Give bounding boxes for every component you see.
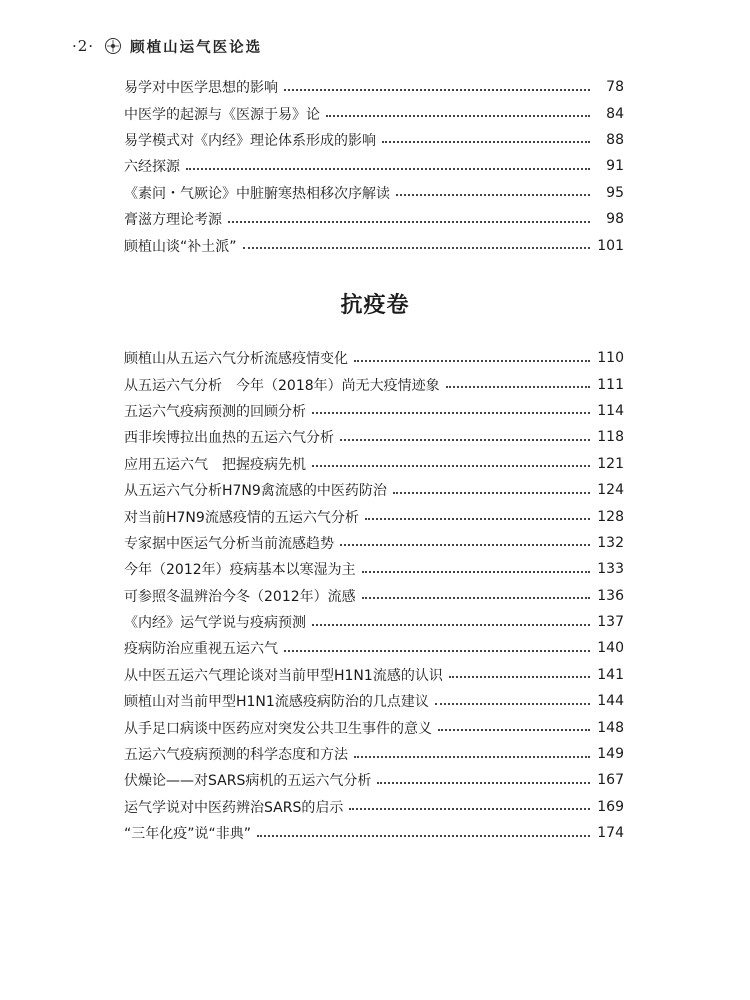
dot-leader <box>326 114 590 117</box>
toc-entry-title: 从五运六气分析 今年（2018年）尚无大疫情迹象 <box>124 377 440 394</box>
toc-entry-page: 114 <box>597 402 624 419</box>
toc-entry <box>124 530 624 556</box>
dot-leader <box>377 781 590 784</box>
dot-leader <box>362 596 590 599</box>
toc-entry <box>124 206 624 232</box>
dot-leader <box>243 246 590 249</box>
toc-entry-page: 149 <box>597 746 624 763</box>
toc-entry-page: 136 <box>597 587 624 604</box>
toc-entry-page: 133 <box>597 561 624 578</box>
toc-entry-page: 110 <box>597 350 624 367</box>
toc-entry <box>124 635 624 661</box>
toc-entry <box>124 583 624 609</box>
toc-entry-page: 174 <box>597 825 624 842</box>
toc-entry-title: 《素问・气厥论》中脏腑寒热相移次序解读 <box>124 185 390 202</box>
toc-entry-page: 84 <box>606 105 624 122</box>
toc-entry-title: 疫病防治应重视五运六气 <box>124 641 278 658</box>
toc-list-part1 <box>124 74 624 259</box>
toc-entry-title: 易学模式对《内经》理论体系形成的影响 <box>124 132 376 149</box>
toc-entry-title: 顾植山谈“补土派” <box>124 238 237 255</box>
toc-entry <box>124 180 624 206</box>
toc-entry <box>124 503 624 529</box>
toc-entry <box>124 556 624 582</box>
toc-entry <box>124 371 624 397</box>
toc-entry-title: 应用五运六气 把握疫病先机 <box>124 456 306 473</box>
dot-leader <box>354 755 590 758</box>
dot-leader <box>312 464 590 467</box>
toc-entry <box>124 451 624 477</box>
toc-entry-page: 121 <box>597 455 624 472</box>
toc-entry-title: 西非埃博拉出血热的五运六气分析 <box>124 430 334 447</box>
toc-entry-title: 易学对中医学思想的影响 <box>124 80 278 97</box>
toc-entry-title: 膏滋方理论考源 <box>124 212 222 229</box>
dot-leader <box>312 411 590 414</box>
toc-entry <box>124 127 624 153</box>
toc-entry-title: 六经探源 <box>124 159 180 176</box>
toc-entry-title: 五运六气疫病预测的回顾分析 <box>124 403 306 420</box>
toc-entry <box>124 688 624 714</box>
toc-entry-title: 可参照冬温辨治今冬（2012年）流感 <box>124 588 356 605</box>
toc-entry <box>124 74 624 100</box>
toc-entry-title: 五运六气疫病预测的科学态度和方法 <box>124 747 348 764</box>
toc-entry-page: 167 <box>597 772 624 789</box>
toc-entry <box>124 767 624 793</box>
dot-leader <box>365 517 590 520</box>
toc-entry <box>124 714 624 740</box>
toc-entry-title: 专家据中医运气分析当前流感趋势 <box>124 535 334 552</box>
running-head <box>72 34 262 58</box>
dot-leader <box>284 88 590 91</box>
toc-entry-page: 78 <box>606 79 624 96</box>
toc-entry-page: 144 <box>597 693 624 710</box>
toc-entry-page: 137 <box>597 614 624 631</box>
dot-leader <box>228 220 590 223</box>
toc-entry-title: 对当前H7N9流感疫情的五运六气分析 <box>124 509 359 526</box>
toc-entry <box>124 100 624 126</box>
toc-entry-title: “三年化疫”说“非典” <box>124 826 252 843</box>
toc-entry-page: 140 <box>597 640 624 657</box>
toc-entry <box>124 820 624 846</box>
toc-entry-page: 118 <box>597 429 624 446</box>
toc-entry-title: 顾植山从五运六气分析流感疫情变化 <box>124 351 348 368</box>
toc-entry-page: 98 <box>606 211 624 228</box>
toc-entry <box>124 398 624 424</box>
page-number: ·2· <box>72 37 95 55</box>
dot-leader <box>340 543 590 546</box>
dot-leader <box>435 702 590 705</box>
toc-entry-title: 从中医五运六气理论谈对当前甲型H1N1流感的认识 <box>124 667 443 684</box>
toc-entry-page: 101 <box>597 237 624 254</box>
toc-entry-page: 141 <box>597 666 624 683</box>
dot-leader <box>312 623 590 626</box>
toc-entry-title: 运气学说对中医药辨治SARS的启示 <box>124 799 344 816</box>
toc-entry <box>124 741 624 767</box>
toc-entry-page: 128 <box>597 508 624 525</box>
dot-leader <box>438 728 590 731</box>
dot-leader <box>449 675 590 678</box>
toc-entry-title: 伏燥论——对SARS病机的五运六气分析 <box>124 773 372 790</box>
section-heading: 抗疫卷 <box>340 292 410 318</box>
toc-entry-page: 88 <box>606 131 624 148</box>
dot-leader <box>362 570 590 573</box>
toc-entry <box>124 153 624 179</box>
toc-entry-title: 中医学的起源与《医源于易》论 <box>124 106 320 123</box>
dot-leader <box>284 649 590 652</box>
toc-entry-title: 从五运六气分析H7N9禽流感的中医药防治 <box>124 483 387 500</box>
dot-leader <box>257 834 590 837</box>
toc-entry-title: 《内经》运气学说与疫病预测 <box>124 615 306 632</box>
toc-entry-page: 91 <box>606 158 624 175</box>
toc-entry-title: 从手足口病谈中医药应对突发公共卫生事件的意义 <box>124 720 432 737</box>
toc-entry <box>124 609 624 635</box>
toc-entry <box>124 662 624 688</box>
toc-entry <box>124 424 624 450</box>
toc-entry-title: 今年（2012年）疫病基本以寒湿为主 <box>124 562 356 579</box>
toc-entry <box>124 794 624 820</box>
toc-list-part2 <box>124 345 624 846</box>
toc-entry <box>124 232 624 258</box>
toc-entry-page: 111 <box>597 376 624 393</box>
dot-leader <box>349 807 590 810</box>
toc-entry <box>124 477 624 503</box>
circle-emblem-icon <box>104 37 122 55</box>
toc-entry <box>124 345 624 371</box>
toc-entry-page: 124 <box>597 482 624 499</box>
dot-leader <box>446 385 590 388</box>
toc-entry-title: 顾植山对当前甲型H1N1流感疫病防治的几点建议 <box>124 694 429 711</box>
dot-leader <box>393 491 590 494</box>
dot-leader <box>396 193 590 196</box>
book-title: 顾植山运气医论选 <box>130 38 263 56</box>
toc-entry-page: 95 <box>606 184 624 201</box>
toc-entry-page: 148 <box>597 719 624 736</box>
dot-leader <box>340 438 590 441</box>
dot-leader <box>354 359 590 362</box>
dot-leader <box>382 140 590 143</box>
toc-entry-page: 169 <box>597 798 624 815</box>
dot-leader <box>186 167 590 170</box>
toc-entry-page: 132 <box>597 534 624 551</box>
